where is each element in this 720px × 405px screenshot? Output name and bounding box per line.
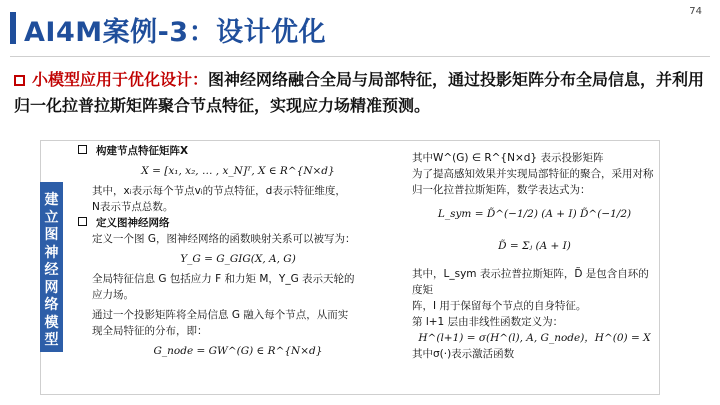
formula-layer-update: H^(l+1) = σ(H^(l), A, G_node)，H^(0) = X xyxy=(418,332,651,344)
side-tab-char: 建 xyxy=(44,192,59,208)
text-line: 现全局特征的分布，即： xyxy=(92,325,208,337)
side-tab-char: 图 xyxy=(44,227,59,243)
side-tab-char: 模 xyxy=(44,314,59,331)
summary-body: 图神经网络融合全局与局部特征，通过投影矩阵分布全局信息，并利用归一化拉普拉斯矩阵聚合节点特征，实现应力场精准预测。 xyxy=(14,70,705,115)
text-line: 为了提高感知效果并实现局部特征的聚合，采用对称 xyxy=(412,168,654,180)
text-line: N表示节点总数。 xyxy=(92,201,174,213)
text-line: 其中W^(G) ∈ R^{N×d} 表示投影矩阵 xyxy=(412,152,604,164)
text-line: 第 l+1 层由非线性函数定义为： xyxy=(412,316,564,328)
side-tab-char: 络 xyxy=(44,297,59,313)
text-line: 应力场。 xyxy=(92,289,134,301)
formula-laplacian: L_sym = D̃^(−1/2) (A + I) D̃^(−1/2) xyxy=(437,208,632,220)
checkbox-bullet-icon xyxy=(78,145,87,154)
title-divider xyxy=(10,56,710,57)
side-tab-char: 经 xyxy=(44,262,59,278)
summary-paragraph xyxy=(14,67,709,119)
text-line: 其中，L_sym 表示拉普拉斯矩阵，D̃ 是包含自环的度矩 xyxy=(412,268,649,296)
text-line: 全局特征信息 G 包括应力 F 和力矩 M，Y_G 表示天轮的 xyxy=(92,273,355,285)
side-tab-char: 型 xyxy=(44,332,59,348)
left-column xyxy=(78,143,398,359)
checkbox-bullet-icon xyxy=(78,217,87,226)
page-number: 74 xyxy=(689,6,702,17)
slide-title: AI4M案例-3：设计优化 xyxy=(24,17,327,48)
text-line: 通过一个投影矩阵将全局信息 G 融入每个节点，从而实 xyxy=(92,309,349,321)
formula-feature-matrix: X = [x₁, x₂, … , x_N]ᵀ, X ∈ R^{N×d} xyxy=(141,165,335,177)
text-line: 定义一个图 G，图神经网络的函数映射关系可以被写为： xyxy=(92,233,356,245)
text-line: 阵，I 用于保留每个节点的自身特征。 xyxy=(412,300,587,312)
side-tab-label xyxy=(40,182,63,352)
title-accent-bar xyxy=(10,12,16,44)
side-tab-char: 网 xyxy=(44,279,59,296)
formula-degree-matrix: D̃ = Σⱼ (A + I) xyxy=(498,240,571,252)
side-tab-char: 立 xyxy=(44,209,59,226)
summary-lead: 小模型应用于优化设计： xyxy=(32,70,209,89)
text-line: 归一化拉普拉斯矩阵，数学表达式为： xyxy=(412,184,591,196)
formula-gnn-mapping: Y_G = G_GIG(X, A, G) xyxy=(180,253,296,265)
right-column xyxy=(412,150,657,362)
square-bullet-icon xyxy=(14,75,25,86)
section-heading: 定义图神经网络 xyxy=(78,215,398,231)
side-tab-char: 神 xyxy=(44,244,59,261)
text-line: 其中σ(·)表示激活函数 xyxy=(412,348,515,360)
formula-node-projection: G_node = GW^(G) ∈ R^{N×d} xyxy=(153,345,323,357)
section-heading: 构建节点特征矩阵X xyxy=(78,143,398,159)
text-line: 其中，xᵢ表示每个节点vᵢ的节点特征，d表示特征维度， xyxy=(92,185,346,197)
